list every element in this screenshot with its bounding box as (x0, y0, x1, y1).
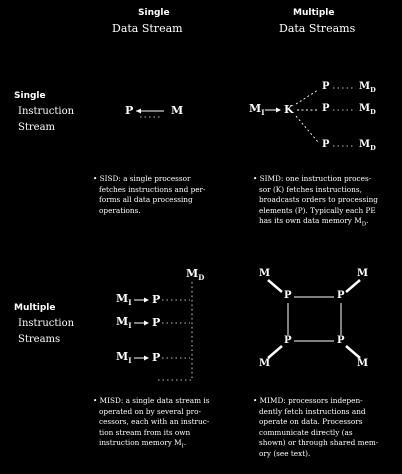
mimd-desc-line: ory (see text). (259, 448, 311, 458)
mimd-diag-tr (346, 280, 360, 292)
header-multiple-line1: Multiple (293, 8, 335, 18)
sisd-desc-line: fetches instructions and per- (99, 184, 206, 194)
mimd-desc-line: shown) or through shared mem- (259, 438, 379, 448)
misd-data-memory: $M_D$ (186, 267, 205, 283)
mimd-processor-2: P (337, 290, 345, 301)
misd-instruction-memory-3: $M_I$ (116, 350, 132, 366)
misd-processor-2: P (152, 316, 161, 329)
mimd-desc-line: operate on data. Processors (259, 417, 363, 427)
sisd-processor: P (125, 104, 134, 117)
misd-mi2-arrowhead (144, 321, 149, 326)
misd-desc-line: • MISD: a single data stream is (93, 396, 210, 405)
simd-data-memory-1: $M_D$ (359, 81, 376, 94)
mimd-diag-tl (268, 280, 282, 292)
header-single-line2: Data Stream (112, 22, 183, 35)
simd-k-p3-line (296, 116, 318, 142)
sisd-desc-line: forms all data processing (99, 195, 193, 205)
mimd-desc-line: • MIMD: processors indepen- (253, 396, 363, 405)
simd-processor-3: P (322, 139, 330, 150)
misd-instruction-memory-2: $M_I$ (116, 315, 132, 331)
mimd-memory-1: M (259, 268, 271, 279)
sisd-desc-line: • SISD: a single processor (93, 174, 191, 183)
mimd-processor-3: P (284, 335, 292, 346)
misd-desc-line: operated on by several pro- (99, 406, 201, 416)
misd-processor-1: P (152, 293, 161, 306)
row-single-line3: Stream (18, 122, 56, 133)
sisd-memory: M (171, 104, 184, 117)
mimd-desc-line: communicate directly (as (259, 427, 353, 437)
simd-control-unit: K (284, 103, 294, 116)
simd-description (253, 174, 401, 230)
header-single-line1: Single (138, 8, 170, 18)
simd-processor-1: P (322, 81, 330, 92)
row-single-line1: Single (14, 91, 46, 101)
simd-k-p1-line (296, 90, 318, 104)
mimd-memory-2: M (357, 268, 369, 279)
mimd-diag-bl (268, 346, 282, 358)
simd-mi-k-arrowhead (276, 108, 281, 113)
simd-instruction-memory: $M_I$ (249, 102, 265, 118)
row-multiple-line1: Multiple (14, 303, 56, 313)
mimd-memory-3: M (259, 358, 271, 369)
sisd-desc-line: operations. (99, 205, 141, 215)
simd-data-memory-2: $M_D$ (359, 103, 376, 116)
header-multiple-line2: Data Streams (279, 22, 356, 35)
misd-desc-line: cessors, each with an instruc- (99, 417, 210, 427)
misd-instruction-memory-1: $M_I$ (116, 292, 132, 308)
mimd-processor-1: P (284, 290, 292, 301)
mimd-memory-4: M (357, 358, 369, 369)
row-single-line2: Instruction (18, 106, 75, 117)
simd-desc-line: sor (K) fetches instructions, (259, 184, 362, 194)
mimd-description (253, 396, 401, 460)
misd-desc-line: instruction memory $M_I$. (99, 438, 187, 450)
misd-processor-3: P (152, 351, 161, 364)
sisd-description (93, 174, 233, 216)
sisd-arrowhead (136, 109, 141, 114)
simd-desc-line: broadcasts orders to processing (259, 195, 378, 205)
simd-desc-line: has its own data memory $M_D$. (259, 216, 369, 228)
simd-data-memory-3: $M_D$ (359, 139, 376, 152)
row-multiple-line3: Streams (18, 334, 61, 345)
misd-desc-line: tion stream from its own (99, 427, 191, 437)
simd-processor-2: P (322, 103, 330, 114)
mimd-diag-br (346, 346, 360, 358)
row-multiple-line2: Instruction (18, 318, 75, 329)
simd-desc-line: • SIMD: one instruction proces- (253, 174, 372, 183)
simd-desc-line: elements (P). Typically each PE (259, 205, 376, 215)
misd-mi1-arrowhead (144, 298, 149, 303)
mimd-desc-line: dently fetch instructions and (259, 406, 366, 416)
misd-description (93, 396, 238, 452)
misd-mi3-arrowhead (144, 356, 149, 361)
mimd-processor-4: P (337, 335, 345, 346)
